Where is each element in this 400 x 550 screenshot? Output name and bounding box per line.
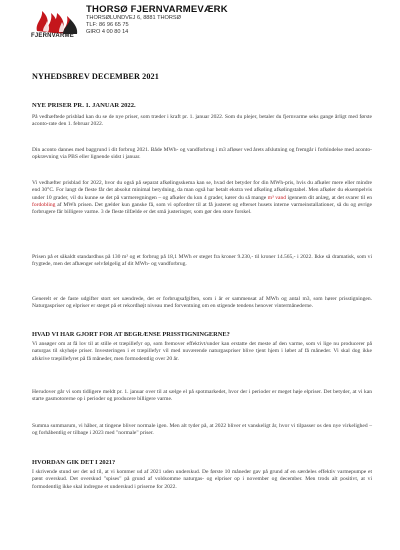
section-heading-2021: HVORDAN GIK DET I 2021? <box>32 459 116 466</box>
phone-line: TLF: 86 96 65 75 <box>86 22 129 28</box>
section-heading-prices: NYE PRISER PR. 1. JANUAR 2022. <box>32 102 136 109</box>
highlight-m3-vand: m³ vand <box>267 194 287 201</box>
company-name: THORSØ FJERNVARMEVÆRK <box>86 4 228 15</box>
paragraph: Herudover går vi som tidligere meldt pr. 1. januar over til at sælge el på spotmarkedet, hvor der i perioder er meget høje elpriser. Det betyder, at vi kan starte gasmotorerne op i perioder og producere billigere varme. <box>32 389 372 403</box>
text-run: igennem dit anlæg, at det svarer til en <box>286 194 373 201</box>
paragraph: Vi ansøger om at få lov til at stille et træpillefyr op, som fremover effektivt/under kan erstatte det meste af den varme, som vi lige nu producerer på naturgas til skyhøje priser. Investeringen i et træpillefyr vil med nuværende naturgaspriser blive tjent hjem i løbet af få måneder. Vi skal dog ikke afskrive træpillefyret på få måneder, men formodentlig over 20 år. <box>32 341 372 362</box>
paragraph: Prisen på et såkaldt standardhus på 130 m² og et forbrug på 18,1 MWh er steget fra kroner 9.230,- til kroner 14.565,- i 2022. Ikke så dramatisk, som vi frygtede, men det afhænger selvfølgelig af dit MWh- og vandforbrug. <box>32 254 372 268</box>
company-logo <box>33 3 81 37</box>
paragraph: I skrivende stund ser det ud til, at vi kommer ud af 2021 uden underskud. De første 10 måneder gav på grund af en særdeles effektiv varmepumpe et pænt overskud. Det overskud "spises" på grund af voldsomme naturgas- og elpriser op i november og december. Men trods alt positivt, at vi formodentlig ikke skal indregne et underskud i priserne for 2022. <box>32 469 372 490</box>
text-run: Vi vedhæfter prisblad for 2022, hvor du også på separat afkølingsskema kan se, hvad det betyder for din MWh-pris, hvis du afkøler mere eller mindre end 30°C. For langt de fleste får det absolut minimal betydning, da man også har betalt ekstra ved afkøling afkølingstabel. Men afkøler du eksempelvis under 10 grader, vil du kunne se det på varmeregningen – og afkøler du kun 4 grader, kører du så mange <box>32 180 372 201</box>
newsletter-title: NYHEDSBREV DECEMBER 2021 <box>32 72 159 81</box>
paragraph: På vedhæftede prisblad kan du se de nye priser, som træder i kraft pr. 1. januar 2022. Som du plejer, betaler du fjernvarme seks gange årligt med første aconto-rate den 1. februar 2022. <box>32 114 372 128</box>
paragraph-afkoling <box>32 180 372 217</box>
paragraph: Generelt er de faste udgifter stort set uændrede, det er forbrugsafgiften, som i år er sammensat af MWh og antal m3, som hører prisstigningen. Naturgaspriser og elpriser er steget på et rekordhøjt niveau med forventning om en stigende tendens henover vintermånederne. <box>32 296 372 310</box>
section-heading-measures: HVAD VI HAR GJORT FOR AT BEGRÆNSE PRISSTIGNINGERNE? <box>32 331 230 338</box>
paragraph: Din aconto dannes med baggrund i dit forbrug 2021. Både MWh- og vandforbrug i m3 afløser ved årets afslutning og fremgår i forbindelse med aconto-opkrævning via PBS eller lignende sidst i januar. <box>32 147 372 161</box>
paragraph: Summa summarum, vi håber, at tingene bliver normale igen. Men alt tyder på, at 2022 bliver et vanskeligt år, hvor vi tilpasser os den nye virkelighed – og forhåbentlig er tilbage i 2023 med "normale" priser. <box>32 423 372 437</box>
flame-logo-icon <box>33 3 81 37</box>
highlight-fordobling: fordobling <box>32 202 56 209</box>
text-run: af MWh prisen. Det gælder kun ganske få, som vi opfordrer til at få justeret og efterset husets interne varmeinstallationer, så du og øvrige forbrugere får billigere varme. 3 de fleste tilfælde er det små justeringer, som gør den store forskel. <box>32 202 372 216</box>
giro-line: GIRO 4 00 80 14 <box>86 29 129 35</box>
address-line: THORSØLUNDVEJ 6, 8881 THORSØ <box>86 15 182 21</box>
logo-wordmark: FJERNVARME <box>31 33 74 39</box>
